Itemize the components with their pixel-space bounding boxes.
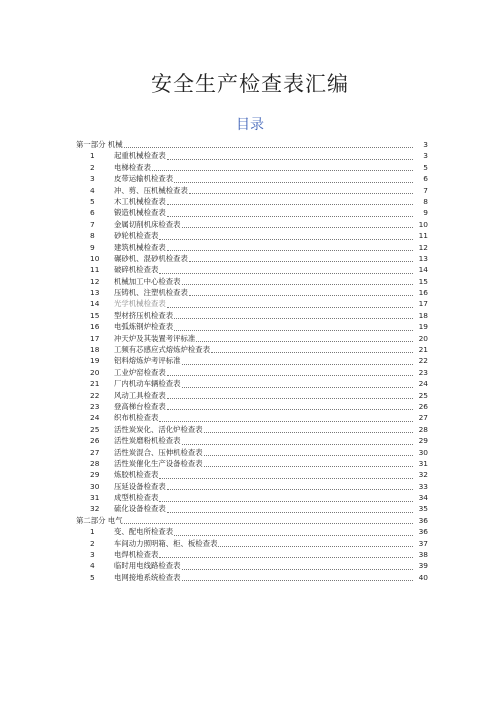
toc-item-row[interactable] bbox=[76, 298, 428, 309]
toc-dot-leader bbox=[182, 227, 413, 228]
toc-item-label: 木工机械检查表 bbox=[114, 196, 166, 206]
toc-item-label: 织布机检查表 bbox=[114, 413, 159, 423]
toc-dot-leader bbox=[204, 466, 413, 467]
toc-dot-leader bbox=[167, 409, 413, 410]
toc-item-label: 压延设备检查表 bbox=[114, 481, 166, 491]
toc-item-row[interactable] bbox=[76, 401, 428, 412]
toc-item-row[interactable] bbox=[76, 560, 428, 571]
toc-page-number: 3 bbox=[423, 151, 428, 161]
toc-item-label: 电网接地系统检查表 bbox=[114, 572, 181, 582]
toc-item-row[interactable] bbox=[76, 469, 428, 480]
toc-item-label: 型材挤压机检查表 bbox=[114, 310, 174, 320]
toc-item-row[interactable] bbox=[76, 492, 428, 503]
toc-page-number: 8 bbox=[423, 196, 428, 206]
toc-item-label: 硫化设备检查表 bbox=[114, 504, 166, 514]
toc-dot-leader bbox=[182, 444, 413, 445]
toc-item-row[interactable] bbox=[76, 162, 428, 173]
toc-item-number: 4 bbox=[90, 185, 95, 195]
toc-dot-leader bbox=[218, 546, 413, 547]
toc-dot-leader bbox=[159, 239, 413, 240]
toc-item-label: 砂轮机检查表 bbox=[114, 231, 159, 241]
toc-dot-leader bbox=[182, 580, 413, 581]
toc-page-number: 21 bbox=[418, 345, 428, 355]
toc-item-number: 12 bbox=[90, 276, 100, 286]
toc-page-number: 7 bbox=[423, 185, 428, 195]
toc-item-label: 锻造机械检查表 bbox=[114, 208, 166, 218]
toc-item-row[interactable] bbox=[76, 538, 428, 549]
toc-page-number: 9 bbox=[423, 208, 428, 218]
toc-page-number: 10 bbox=[418, 219, 428, 229]
toc-page-number: 20 bbox=[418, 333, 428, 343]
toc-item-row[interactable] bbox=[76, 230, 428, 241]
toc-item-row[interactable] bbox=[76, 173, 428, 184]
toc-item-row[interactable] bbox=[76, 572, 428, 583]
toc-item-label: 压铸机、注塑机检查表 bbox=[114, 288, 188, 298]
toc-item-row[interactable] bbox=[76, 253, 428, 264]
toc-dot-leader bbox=[159, 421, 413, 422]
toc-item-number: 19 bbox=[90, 356, 100, 366]
toc-item-label: 活性炭混合、压伸机检查表 bbox=[114, 447, 203, 457]
toc-item-label: 变、配电所检查表 bbox=[114, 527, 174, 537]
toc-dot-leader bbox=[174, 318, 413, 319]
toc-item-number: 28 bbox=[90, 458, 100, 468]
toc-item-label: 车间动力照明箱、柜、板检查表 bbox=[114, 538, 218, 548]
toc-item-label: 第一部分 机械 bbox=[76, 139, 123, 149]
toc-dot-leader bbox=[124, 147, 413, 148]
toc-page-number: 29 bbox=[418, 436, 428, 446]
toc-item-number: 14 bbox=[90, 299, 100, 309]
toc-item-number: 17 bbox=[90, 333, 100, 343]
toc-dot-leader bbox=[189, 295, 413, 296]
toc-item-label: 光学机械检查表 bbox=[114, 299, 166, 309]
toc-dot-leader bbox=[204, 455, 413, 456]
toc-dot-leader bbox=[182, 387, 413, 388]
toc-page-number: 25 bbox=[418, 390, 428, 400]
toc-item-label: 铝料熔炼炉考评标准 bbox=[114, 356, 181, 366]
toc-dot-leader bbox=[167, 159, 413, 160]
toc-page-number: 32 bbox=[418, 470, 428, 480]
toc-dot-leader bbox=[167, 216, 413, 217]
toc-item-row[interactable] bbox=[76, 276, 428, 287]
toc-item-label: 成型机检查表 bbox=[114, 493, 159, 503]
toc-item-label: 临时用电线路检查表 bbox=[114, 561, 181, 571]
toc-item-number: 20 bbox=[90, 367, 100, 377]
toc-item-number: 25 bbox=[90, 424, 100, 434]
toc-page-number: 11 bbox=[418, 231, 428, 241]
toc-item-row[interactable] bbox=[76, 310, 428, 321]
toc-item-number: 2 bbox=[90, 538, 95, 548]
toc-page-number: 16 bbox=[418, 288, 428, 298]
toc-dot-leader bbox=[204, 432, 413, 433]
toc-item-label: 冲、剪、压机械检查表 bbox=[114, 185, 188, 195]
toc-item-row[interactable] bbox=[76, 264, 428, 275]
toc-page-number: 5 bbox=[423, 162, 428, 172]
toc-dot-leader bbox=[211, 352, 413, 353]
toc-dot-leader bbox=[159, 273, 413, 274]
toc-item-row[interactable] bbox=[76, 504, 428, 515]
toc-dot-leader bbox=[159, 557, 413, 558]
toc-dot-leader bbox=[196, 341, 413, 342]
toc-page-number: 35 bbox=[418, 504, 428, 514]
toc-item-label: 工频有芯感应式熔炼炉检查表 bbox=[114, 345, 211, 355]
toc-item-number: 31 bbox=[90, 493, 100, 503]
toc-part-row[interactable] bbox=[76, 139, 428, 150]
toc-item-label: 起重机械检查表 bbox=[114, 151, 166, 161]
toc-page-number: 33 bbox=[418, 481, 428, 491]
toc-item-row[interactable] bbox=[76, 333, 428, 344]
toc-item-number: 2 bbox=[90, 162, 95, 172]
toc-dot-leader bbox=[167, 375, 413, 376]
toc-page-number: 27 bbox=[418, 413, 428, 423]
toc-page-number: 30 bbox=[418, 447, 428, 457]
toc-item-row[interactable] bbox=[76, 367, 428, 378]
toc-item-number: 10 bbox=[90, 253, 100, 263]
toc-page-number: 37 bbox=[418, 538, 428, 548]
toc-dot-leader bbox=[167, 489, 413, 490]
toc-page-number: 13 bbox=[418, 253, 428, 263]
toc-item-number: 3 bbox=[90, 174, 95, 184]
toc-page-number: 28 bbox=[418, 424, 428, 434]
toc-item-number: 1 bbox=[90, 527, 95, 537]
toc-item-row[interactable] bbox=[76, 150, 428, 161]
toc-item-label: 活性炭炭化、活化炉检查表 bbox=[114, 424, 203, 434]
toc-item-number: 15 bbox=[90, 310, 100, 320]
toc-dot-leader bbox=[159, 501, 413, 502]
toc-item-label: 炼胶机检查表 bbox=[114, 470, 159, 480]
toc-item-label: 风动工具检查表 bbox=[114, 390, 166, 400]
toc-dot-leader bbox=[167, 398, 413, 399]
toc-item-number: 16 bbox=[90, 322, 100, 332]
toc-item-number: 26 bbox=[90, 436, 100, 446]
toc-item-number: 23 bbox=[90, 401, 100, 411]
toc-item-number: 30 bbox=[90, 481, 100, 491]
toc-item-number: 32 bbox=[90, 504, 100, 514]
toc-item-label: 冲天炉及其装置考评标准 bbox=[114, 333, 196, 343]
toc-dot-leader bbox=[159, 478, 413, 479]
toc-dot-leader bbox=[189, 261, 413, 262]
toc-page-number: 14 bbox=[418, 265, 428, 275]
toc-dot-leader bbox=[182, 364, 413, 365]
toc-item-row[interactable] bbox=[76, 344, 428, 355]
toc-item-label: 第二部分 电气 bbox=[76, 515, 123, 525]
toc-item-number: 27 bbox=[90, 447, 100, 457]
toc-page-number: 24 bbox=[418, 379, 428, 389]
toc-item-number: 6 bbox=[90, 208, 95, 218]
toc-dot-leader bbox=[174, 182, 413, 183]
toc-page-number: 6 bbox=[423, 174, 428, 184]
toc-page-number: 34 bbox=[418, 493, 428, 503]
toc-dot-leader bbox=[167, 512, 413, 513]
toc-item-number: 11 bbox=[90, 265, 100, 275]
toc-page-number: 12 bbox=[418, 242, 428, 252]
toc-item-row[interactable] bbox=[76, 321, 428, 332]
toc-item-row[interactable] bbox=[76, 355, 428, 366]
toc-item-label: 工业炉窑检查表 bbox=[114, 367, 166, 377]
toc-page-number: 39 bbox=[418, 561, 428, 571]
toc-page-number: 3 bbox=[423, 139, 428, 149]
toc-dot-leader bbox=[182, 569, 413, 570]
toc-item-label: 机械加工中心检查表 bbox=[114, 276, 181, 286]
toc-item-label: 碾砂机、混砂机检查表 bbox=[114, 253, 188, 263]
toc-item-label: 厂内机动车辆检查表 bbox=[114, 379, 181, 389]
toc-item-label: 破碎机检查表 bbox=[114, 265, 159, 275]
toc-dot-leader bbox=[174, 535, 413, 536]
toc-heading: 目录 bbox=[236, 117, 264, 133]
toc-item-number: 7 bbox=[90, 219, 95, 229]
toc-page-number: 36 bbox=[418, 527, 428, 537]
toc-item-row[interactable] bbox=[76, 549, 428, 560]
toc-item-label: 建筑机械检查表 bbox=[114, 242, 166, 252]
toc-item-row[interactable] bbox=[76, 207, 428, 218]
toc-item-row[interactable] bbox=[76, 481, 428, 492]
toc-item-number: 13 bbox=[90, 288, 100, 298]
document-title: 安全生产检查表汇编 bbox=[151, 72, 349, 96]
toc-item-number: 21 bbox=[90, 379, 100, 389]
table-of-contents bbox=[76, 139, 428, 583]
toc-item-row[interactable] bbox=[76, 424, 428, 435]
toc-page-number: 23 bbox=[418, 367, 428, 377]
toc-dot-leader bbox=[167, 204, 413, 205]
toc-item-row[interactable] bbox=[76, 526, 428, 537]
toc-item-label: 电焊机检查表 bbox=[114, 550, 159, 560]
toc-page-number: 38 bbox=[418, 550, 428, 560]
toc-item-number: 1 bbox=[90, 151, 95, 161]
toc-page-number: 22 bbox=[418, 356, 428, 366]
toc-page-number: 17 bbox=[418, 299, 428, 309]
toc-item-row[interactable] bbox=[76, 378, 428, 389]
toc-dot-leader bbox=[174, 330, 413, 331]
toc-item-row[interactable] bbox=[76, 287, 428, 298]
toc-page-number: 15 bbox=[418, 276, 428, 286]
toc-item-label: 金属切削机床检查表 bbox=[114, 219, 181, 229]
toc-page-number: 26 bbox=[418, 401, 428, 411]
toc-dot-leader bbox=[182, 284, 413, 285]
toc-item-number: 24 bbox=[90, 413, 100, 423]
toc-item-number: 3 bbox=[90, 550, 95, 560]
toc-item-row[interactable] bbox=[76, 458, 428, 469]
toc-item-row[interactable] bbox=[76, 412, 428, 423]
toc-page-number: 36 bbox=[418, 515, 428, 525]
toc-item-row[interactable] bbox=[76, 219, 428, 230]
toc-page-number: 31 bbox=[418, 458, 428, 468]
toc-item-number: 18 bbox=[90, 345, 100, 355]
toc-item-row[interactable] bbox=[76, 185, 428, 196]
toc-item-row[interactable] bbox=[76, 196, 428, 207]
toc-page-number: 40 bbox=[418, 572, 428, 582]
toc-item-label: 活性炭磨粉机检查表 bbox=[114, 436, 181, 446]
toc-dot-leader bbox=[167, 307, 413, 308]
toc-item-number: 4 bbox=[90, 561, 95, 571]
toc-dot-leader bbox=[189, 193, 413, 194]
toc-part-row[interactable] bbox=[76, 515, 428, 526]
toc-dot-leader bbox=[124, 523, 413, 524]
toc-item-label: 登高梯台检查表 bbox=[114, 401, 166, 411]
toc-item-number: 8 bbox=[90, 231, 95, 241]
toc-item-row[interactable] bbox=[76, 447, 428, 458]
toc-dot-leader bbox=[152, 170, 413, 171]
toc-item-row[interactable] bbox=[76, 390, 428, 401]
toc-dot-leader bbox=[167, 250, 413, 251]
toc-item-label: 电梯检查表 bbox=[114, 162, 151, 172]
toc-item-number: 9 bbox=[90, 242, 95, 252]
toc-item-label: 皮带运输机检查表 bbox=[114, 174, 174, 184]
toc-item-number: 22 bbox=[90, 390, 100, 400]
toc-item-label: 电弧炼钢炉检查表 bbox=[114, 322, 174, 332]
toc-page-number: 19 bbox=[418, 322, 428, 332]
toc-page-number: 18 bbox=[418, 310, 428, 320]
toc-item-number: 29 bbox=[90, 470, 100, 480]
toc-item-label: 活性炭催化生产设备检查表 bbox=[114, 458, 203, 468]
toc-item-row[interactable] bbox=[76, 242, 428, 253]
toc-item-row[interactable] bbox=[76, 435, 428, 446]
toc-item-number: 5 bbox=[90, 572, 95, 582]
toc-item-number: 5 bbox=[90, 196, 95, 206]
